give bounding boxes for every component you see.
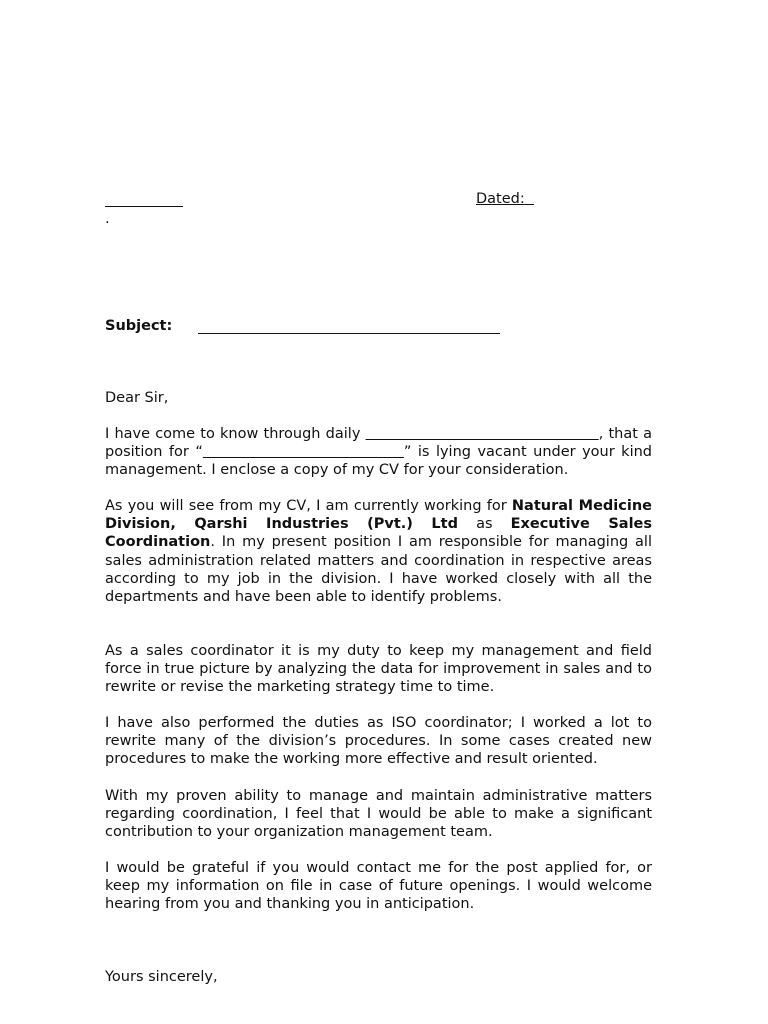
- paragraph-1: I have come to know through daily , that a position for “ ” is lying vacant under your kind management. I enclose a copy of my CV for your consideration.: [105, 426, 652, 479]
- salutation: Dear Sir,: [105, 390, 169, 406]
- position-blank: [203, 444, 404, 460]
- source-blank: [366, 426, 599, 442]
- paragraph-2: As you will see from my CV, I am currently working for Natural Medicine Division, Qarshi Industries (Pvt.) Ltd as Executive Sales Coordination. In my present position I am responsible for managing all sales administration related matters and coordination in respective areas according to my job in the division. I have worked closely with all the departments and have been able to identify problems.: [105, 498, 653, 606]
- job-title: Executive Sales Coordination: [105, 516, 653, 551]
- dated-label: Dated:: [476, 191, 525, 207]
- paragraph-3: As a sales coordinator it is my duty to keep my management and field force in true picture by analyzing the data for improvement in sales and to rewrite or revise the marketing strategy time to time.: [105, 643, 652, 696]
- paragraph-6: I would be grateful if you would contact me for the post applied for, or keep my information on file in case of future openings. I would welcome hearing from you and thanking you in anticipation.: [105, 860, 652, 913]
- subject-blank-line: [198, 333, 500, 334]
- paragraph-5: With my proven ability to manage and maintain administrative matters regarding coordination, I feel that I would be able to make a significant contribution to your organization management team.: [105, 788, 652, 841]
- subject-label: Subject:: [105, 318, 173, 334]
- paragraph-4: I have also performed the duties as ISO coordinator; I worked a lot to rewrite many of the division’s procedures. In some cases created new procedures to make the working more effective and result oriented.: [105, 715, 652, 768]
- company-name: Natural Medicine Division, Qarshi Industries (Pvt.) Ltd: [105, 498, 653, 533]
- recipient-dot: .: [105, 211, 110, 227]
- recipient-blank-line: [105, 206, 183, 207]
- closing: Yours sincerely,: [105, 969, 218, 985]
